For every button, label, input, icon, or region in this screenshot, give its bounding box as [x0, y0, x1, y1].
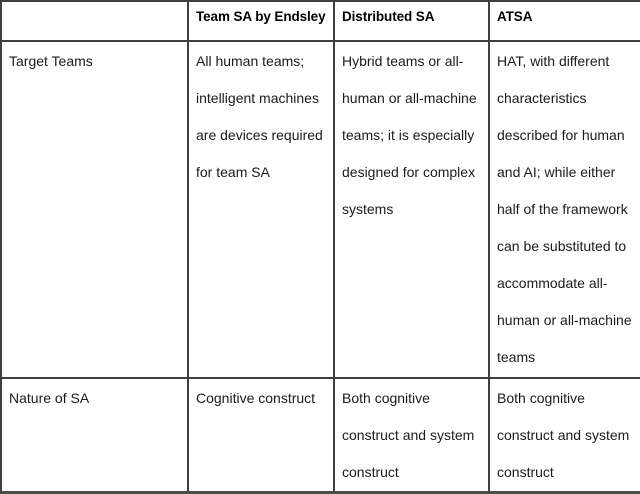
- cell-nature-of-sa-distributed-sa: Both cognitive construct and system construct: [334, 378, 489, 493]
- table-row-target-teams: [1, 41, 640, 378]
- cell-target-teams-distributed-sa: Hybrid teams or all-human or all-machine teams; it is especially designed for complex systems: [334, 41, 489, 378]
- header-row: [1, 1, 640, 41]
- row-label-nature-of-sa: Nature of SA: [1, 378, 188, 493]
- table-row-nature-of-sa: [1, 378, 640, 493]
- header-cell-atsa: ATSA: [489, 1, 640, 41]
- header-cell-distributed-sa: Distributed SA: [334, 1, 489, 41]
- cell-target-teams-team-sa: All human teams; intelligent machines are devices required for team SA: [188, 41, 334, 378]
- cell-target-teams-atsa: HAT, with different characteristics described for human and AI; while either half of the framework can be substituted to accommodate all-human or all-machine teams: [489, 41, 640, 378]
- cell-nature-of-sa-atsa: Both cognitive construct and system construct: [489, 378, 640, 493]
- header-cell-row-label: [1, 1, 188, 41]
- row-label-target-teams: Target Teams: [1, 41, 188, 378]
- header-cell-team-sa-by-endsley: Team SA by Endsley: [188, 1, 334, 41]
- cell-nature-of-sa-team-sa: Cognitive construct: [188, 378, 334, 493]
